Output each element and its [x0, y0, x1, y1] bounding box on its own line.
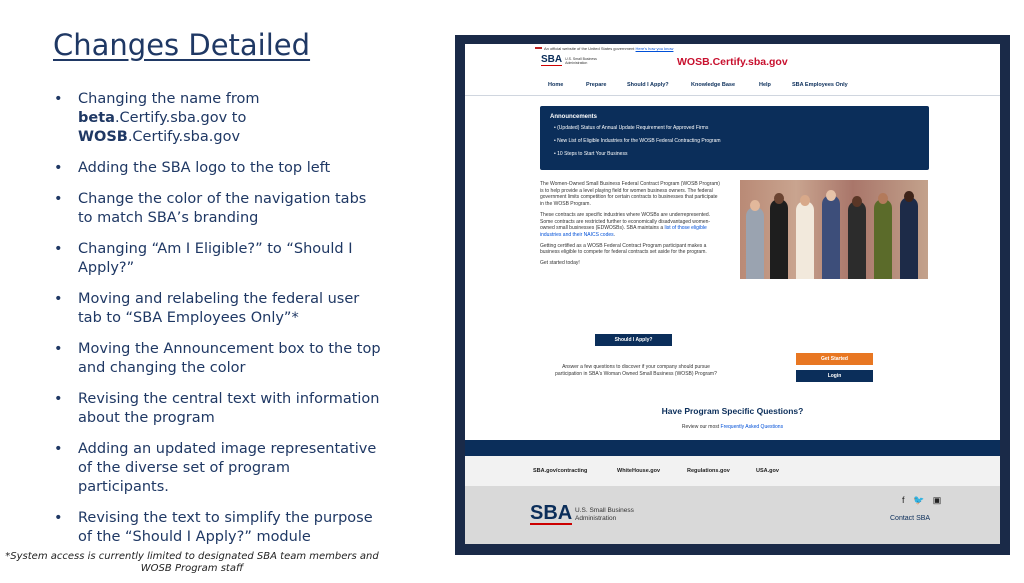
- sba-logo-text: U.S. Small Business Administration: [565, 56, 597, 65]
- us-flag-icon: [535, 47, 542, 51]
- announcements-box: [540, 106, 929, 170]
- site-footer: [465, 486, 1000, 544]
- announcement-item[interactable]: • New List of Eligible Industries for the WOSB Federal Contracting Program: [554, 138, 721, 144]
- bullet-item: • Moving the Announcement box to the top and changing the color: [54, 340, 384, 378]
- social-icons[interactable]: f 🐦 ▣: [902, 495, 945, 505]
- website-screenshot-frame: [455, 35, 1010, 555]
- footer-link-sba-contracting[interactable]: SBA.gov/contracting: [533, 468, 588, 474]
- should-i-apply-text: Answer a few questions to discover if your company should pursue participation in SBA's Woman Owned Small Business (WOSB) Program?: [555, 364, 717, 377]
- main-nav: [465, 79, 1000, 96]
- bullet-item: • Adding an updated image representative of the diverse set of program participants.: [54, 440, 384, 497]
- bullet-item: • Changing “Am I Eligible?” to “Should I Apply?”: [54, 240, 384, 278]
- eligible-industries-link[interactable]: list of those eligible industries and their NAICS codes: [540, 225, 707, 238]
- footer-link-regulations[interactable]: Regulations.gov: [687, 468, 730, 474]
- website: [465, 44, 1000, 544]
- footnote: *System access is currently limited to designated SBA team members and WOSB Program staff: [5, 551, 379, 574]
- nav-should-i-apply[interactable]: Should I Apply?: [627, 82, 669, 88]
- faq-link[interactable]: Frequently Asked Questions: [720, 424, 784, 430]
- sba-logo-mark: SBA: [541, 54, 563, 65]
- questions-subtext: Review our most Frequently Asked Questions: [681, 424, 784, 430]
- bullet-item: • Revising the text to simplify the purpose of the “Should I Apply?” module: [54, 509, 384, 547]
- sba-logo[interactable]: [541, 55, 597, 66]
- nav-prepare[interactable]: Prepare: [586, 82, 607, 88]
- contact-sba-link[interactable]: Contact SBA: [890, 515, 931, 522]
- should-i-apply-button[interactable]: Should I Apply?: [595, 334, 672, 346]
- footer-links: [465, 456, 1000, 486]
- gov-banner: An official website of the United States government Here's how you know: [535, 46, 673, 51]
- gov-banner-link[interactable]: Here's how you know: [635, 46, 674, 51]
- changes-list: [54, 90, 384, 559]
- footer-sba-logo[interactable]: SBA: [530, 502, 573, 524]
- bullet-item: • Adding the SBA logo to the top left: [54, 159, 384, 178]
- site-name: WOSB.Certify.sba.gov: [677, 56, 788, 68]
- nav-help[interactable]: Help: [759, 82, 771, 88]
- login-button[interactable]: Login: [796, 370, 873, 382]
- nav-sba-employees-only[interactable]: SBA Employees Only: [792, 82, 848, 88]
- bullet-item: • Changing the name from beta.Certify.sba.gov to WOSB.Certify.sba.gov: [54, 90, 384, 147]
- footer-link-usa-gov[interactable]: USA.gov: [756, 468, 779, 474]
- get-started-button[interactable]: Get Started: [796, 353, 873, 365]
- questions-title: Have Program Specific Questions?: [661, 406, 804, 416]
- footer-logo-text: U.S. Small Business Administration: [575, 507, 634, 522]
- program-participants-photo: [740, 180, 928, 279]
- announcements-heading: Announcements: [550, 114, 598, 120]
- footer-link-whitehouse[interactable]: WhiteHouse.gov: [617, 468, 661, 474]
- nav-home[interactable]: Home: [548, 82, 564, 88]
- announcement-item[interactable]: • 10 Steps to Start Your Business: [554, 151, 628, 157]
- bullet-item: • Revising the central text with information about the program: [54, 390, 384, 428]
- bullet-item: • Moving and relabeling the federal user tab to “SBA Employees Only”*: [54, 290, 384, 328]
- slide-title: Changes Detailed: [53, 28, 311, 62]
- footer-band: [465, 440, 1000, 456]
- announcement-item[interactable]: • (Updated) Status of Annual Update Requirement for Approved Firms: [554, 125, 709, 131]
- nav-knowledge-base[interactable]: Knowledge Base: [691, 82, 736, 88]
- program-description: The Women-Owned Small Business Federal Contract Program (WOSB Program) is to help provide a level playing field for women business owners. The federal government limits competition for certain contracts to businesses that participate in the WOSB Program. These contracts are specific industries where WOSBs are underrepresented. Some contracts are restricted further to economically disadvantaged women-owned small businesses (EDWOSBs). SBA maintains a list of those eligible industries and their NAICS codes. Getting certified as a WOSB Federal Contract Program participant makes a business eligible to compete for federal contracts set aside for the program. Get started today!: [540, 181, 720, 267]
- bullet-item: • Change the color of the navigation tabs to match SBA’s branding: [54, 190, 384, 228]
